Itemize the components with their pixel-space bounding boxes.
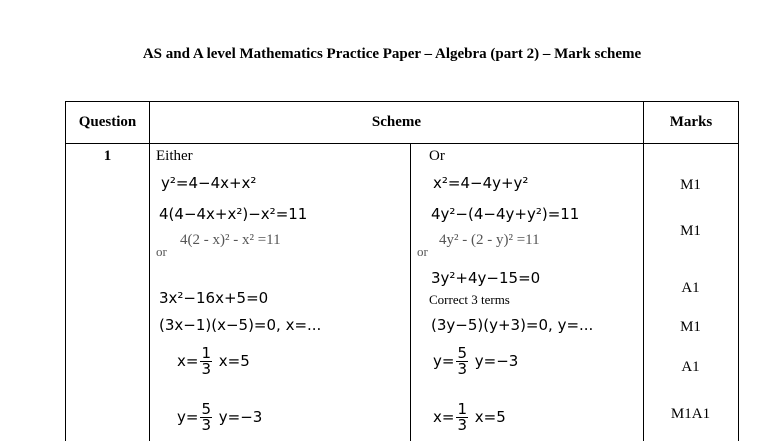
- scheme-split-divider: [410, 143, 411, 441]
- or-step-4: 3y²+4y−15=0: [431, 269, 541, 287]
- either-x-fraction: [200, 346, 212, 377]
- either-x-second: x=5: [218, 352, 250, 370]
- or-correct-terms: Correct 3 terms: [429, 292, 510, 307]
- header-scheme: Scheme: [371, 114, 422, 130]
- question-number: 1: [103, 148, 112, 164]
- either-x-prefix: x=: [177, 352, 199, 370]
- or-label: Or: [429, 148, 445, 164]
- either-y-second: y=−3: [218, 408, 263, 426]
- either-x-denominator: 3: [201, 360, 211, 378]
- or-x-prefix: x=: [433, 408, 455, 426]
- table-top-border: [65, 101, 739, 102]
- or-or-word: or: [417, 244, 428, 259]
- either-step-1: y²=4−4x+x²: [161, 174, 257, 192]
- or-x-solution: [433, 402, 506, 433]
- mark-2: M1: [680, 223, 701, 239]
- or-y-solution: [433, 346, 518, 377]
- or-x-fraction: [456, 402, 468, 433]
- or-y-second: y=−3: [474, 352, 519, 370]
- or-x-second: x=5: [474, 408, 506, 426]
- or-alt-step: 4y² - (2 - y)² =11: [439, 232, 540, 248]
- mark-6: M1A1: [670, 406, 711, 422]
- header-question: Question: [78, 114, 137, 130]
- either-label: Either: [156, 148, 193, 164]
- mark-3: A1: [681, 280, 700, 296]
- marks-column-divider: [643, 101, 644, 441]
- document-title: AS and A level Mathematics Practice Paper – Algebra (part 2) – Mark scheme: [142, 46, 642, 62]
- either-step-2: 4(4−4x+x²)−x²=11: [159, 205, 308, 223]
- either-y-prefix: y=: [177, 408, 199, 426]
- mark-4: M1: [680, 319, 701, 335]
- either-or-word: or: [156, 244, 167, 259]
- table-right-border: [738, 101, 739, 441]
- or-step-5: (3y−5)(y+3)=0, y=...: [431, 316, 594, 334]
- either-y-solution: [177, 402, 262, 433]
- either-x-numerator: 1: [201, 344, 211, 362]
- either-y-denominator: 3: [201, 416, 211, 434]
- header-bottom-border: [65, 143, 739, 144]
- or-x-denominator: 3: [457, 416, 467, 434]
- or-step-2: 4y²−(4−4y+y²)=11: [431, 205, 580, 223]
- or-y-numerator: 5: [457, 344, 467, 362]
- or-y-fraction: [456, 346, 468, 377]
- either-alt-step: 4(2 - x)² - x² =11: [180, 232, 281, 248]
- either-step-5: (3x−1)(x−5)=0, x=...: [159, 316, 322, 334]
- either-y-fraction: [200, 402, 212, 433]
- or-y-prefix: y=: [433, 352, 455, 370]
- mark-1: M1: [680, 177, 701, 193]
- mark-5: A1: [681, 359, 700, 375]
- or-y-denominator: 3: [457, 360, 467, 378]
- either-y-numerator: 5: [201, 400, 211, 418]
- either-step-4: 3x²−16x+5=0: [159, 289, 269, 307]
- or-step-1: x²=4−4y+y²: [433, 174, 529, 192]
- header-marks: Marks: [669, 114, 713, 130]
- either-x-solution: [177, 346, 250, 377]
- or-x-numerator: 1: [457, 400, 467, 418]
- question-column-divider: [149, 101, 150, 441]
